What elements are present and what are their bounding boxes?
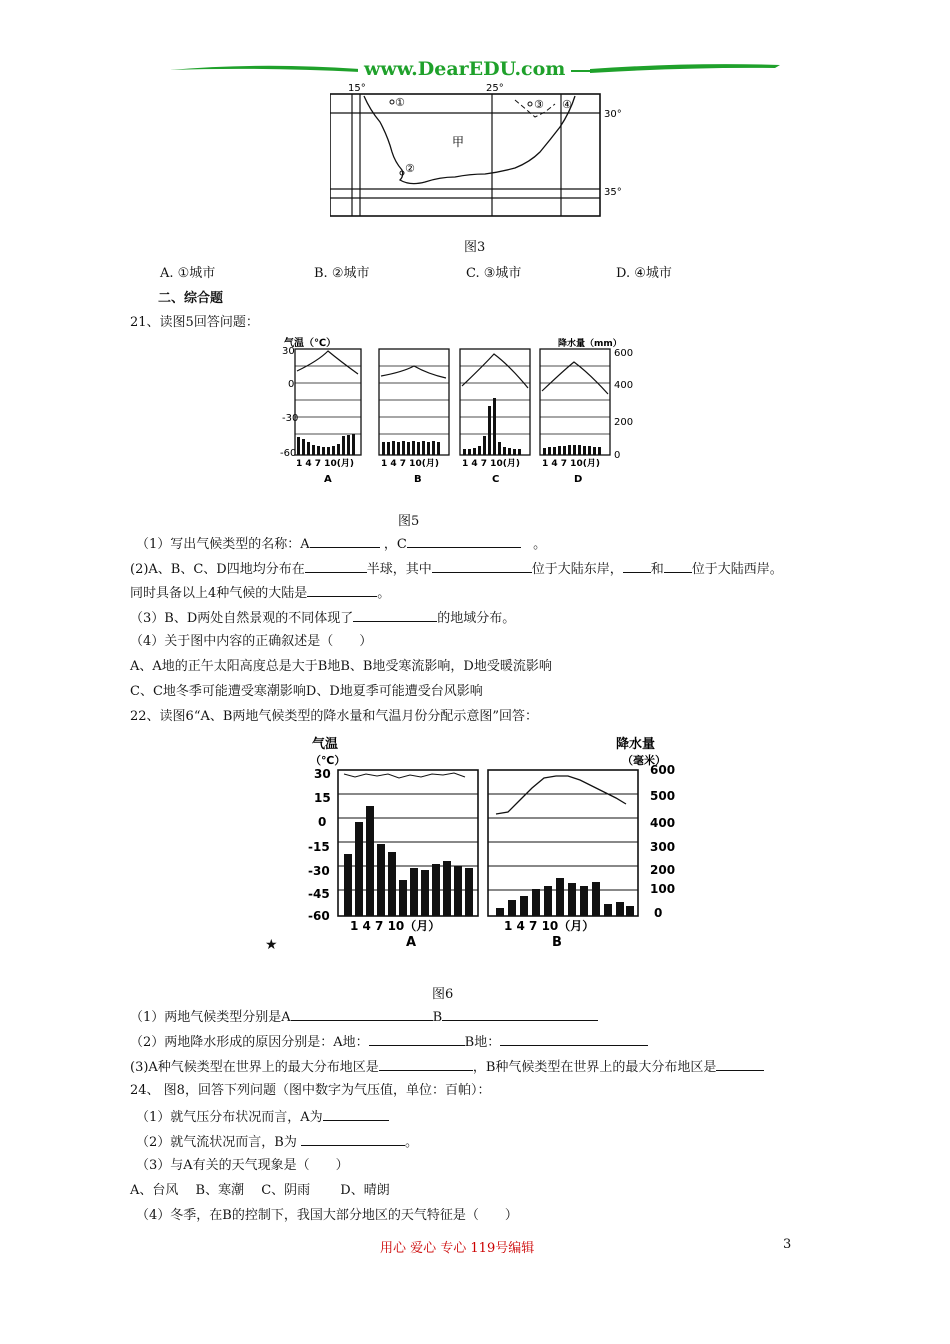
page-number: 3 <box>783 1237 792 1252</box>
fig5-panel-a <box>295 349 361 485</box>
svg-text:B: B <box>414 474 422 485</box>
svg-text:（毫米）: （毫米） <box>622 754 666 767</box>
fig5-panel-b <box>379 349 449 485</box>
svg-text:15: 15 <box>314 791 331 805</box>
svg-text:（℃）: （℃） <box>310 754 346 767</box>
figure-5-charts <box>278 336 638 496</box>
svg-text:400: 400 <box>614 380 634 391</box>
svg-text:0: 0 <box>318 815 327 829</box>
svg-text:600: 600 <box>650 763 676 777</box>
svg-text:-15: -15 <box>308 840 330 854</box>
svg-text:0: 0 <box>654 906 663 920</box>
q22-blank-a-reason[interactable] <box>369 1033 465 1046</box>
marker-2: ② <box>405 162 415 175</box>
svg-text:D: D <box>574 474 583 485</box>
svg-text:30: 30 <box>282 346 295 357</box>
q22-part-2: （2）两地降水形成的原因分别是：A地： B地： <box>130 1033 648 1051</box>
figure-6-caption: 图6 <box>432 987 454 1002</box>
marker-3: ③ <box>534 98 544 111</box>
svg-text:0: 0 <box>288 379 295 390</box>
q24-blank-b[interactable] <box>301 1133 405 1146</box>
svg-text:-60: -60 <box>280 448 297 459</box>
q22-blank-b[interactable] <box>442 1008 598 1021</box>
q21-part-3: （3）B、D两处自然景观的不同体现了 的地域分布。 <box>130 611 516 626</box>
svg-text:400: 400 <box>650 816 676 830</box>
q21-options-ab: A、A地的正午太阳高度总是大于B地B、B地受寒流影响，D地受暖流影响 <box>130 659 552 674</box>
svg-text:1 4 7 10(月): 1 4 7 10(月) <box>381 459 439 469</box>
q24-part-2: （2）就气流状况而言，B为 。 <box>136 1135 418 1150</box>
svg-text:100: 100 <box>650 882 676 896</box>
fig5-panel-c <box>460 349 530 485</box>
q24-blank-a[interactable] <box>323 1108 389 1121</box>
svg-text:C: C <box>492 474 500 485</box>
lat-35-label: 35° <box>604 187 622 198</box>
q21-blank-continent[interactable] <box>307 584 377 597</box>
svg-text:1 4 7 10（月）: 1 4 7 10（月） <box>350 919 441 933</box>
q24-part-4: （4）冬季，在B的控制下，我国大部分地区的天气特征是（ ） <box>136 1208 518 1223</box>
lat-30-label: 30° <box>604 109 622 120</box>
svg-text:1 4 7 10(月): 1 4 7 10(月) <box>296 459 354 469</box>
q21-blank-west2[interactable] <box>664 560 692 573</box>
q21-blank-distribution[interactable] <box>353 609 437 622</box>
svg-text:200: 200 <box>614 417 634 428</box>
star-marker: ★ <box>265 937 278 953</box>
q22-part-3: (3)A种气候类型在世界上的最大分布地区是 ，B种气候类型在世界上的最大分布地区是 <box>130 1058 764 1076</box>
q22-blank-b-reason[interactable] <box>500 1033 648 1046</box>
svg-text:500: 500 <box>650 789 676 803</box>
q21-blank-west1[interactable] <box>623 560 651 573</box>
svg-text:1 4 7 10(月): 1 4 7 10(月) <box>542 459 600 469</box>
svg-text:300: 300 <box>650 840 676 854</box>
svg-text:600: 600 <box>614 348 634 359</box>
svg-text:-45: -45 <box>308 887 330 901</box>
marker-1: ① <box>395 96 405 109</box>
region-jia: 甲 <box>452 135 465 149</box>
q20-option-c[interactable]: C. ③城市 <box>466 266 522 281</box>
svg-text:B: B <box>552 935 562 950</box>
q21-part-2-cont: 同时具备以上4种气候的大陆是 。 <box>130 586 391 601</box>
q22-blank-b-region[interactable] <box>716 1058 764 1071</box>
q21-blank-a[interactable] <box>310 535 380 548</box>
svg-text:0: 0 <box>614 450 621 461</box>
q21-part-1: （1）写出气候类型的名称：A ，C 。 <box>136 537 547 552</box>
lon-25-label: 25° <box>486 83 504 94</box>
fig5-precip-label: 降水量（mm） <box>558 339 622 349</box>
svg-text:A: A <box>406 935 417 950</box>
svg-text:降水量: 降水量 <box>616 737 656 752</box>
q20-option-a[interactable]: A. ①城市 <box>160 266 216 281</box>
q22-blank-a-region[interactable] <box>379 1058 473 1071</box>
svg-text:-30: -30 <box>308 864 330 878</box>
q20-option-d[interactable]: D. ④城市 <box>616 266 672 281</box>
q24-options: A、台风 B、寒潮 C、阴雨 D、晴朗 <box>130 1183 390 1198</box>
footer-text: 用心 爱心 专心 119号编辑 <box>380 1241 535 1256</box>
figure-6-charts <box>300 734 680 954</box>
q21-part-2: (2)A、B、C、D四地均分布在 半球，其中 位于大陆东岸， 和 位于大陆西岸。 <box>130 562 783 577</box>
q22-blank-a[interactable] <box>291 1008 433 1021</box>
q21-blank-east[interactable] <box>432 560 532 573</box>
q20-option-b[interactable]: B. ②城市 <box>314 266 370 281</box>
lon-15-label: 15° <box>348 83 366 94</box>
q24-stem: 24、 图8，回答下列问题（图中数字为气压值，单位：百帕）： <box>130 1083 491 1098</box>
figure-3-caption: 图3 <box>464 240 486 255</box>
svg-text:A: A <box>324 474 332 485</box>
figure-5-caption: 图5 <box>398 514 420 529</box>
header-site-link[interactable]: www.DearEDU.com <box>358 58 571 80</box>
q22-part-1: （1）两地气候类型分别是A B <box>130 1008 598 1026</box>
fig6-panel-a <box>338 770 478 950</box>
q21-blank-c[interactable] <box>407 535 521 548</box>
q21-options-cd: C、C地冬季可能遭受寒潮影响D、D地夏季可能遭受台风影响 <box>130 684 483 699</box>
fig5-panel-d <box>540 349 610 485</box>
q24-part-1: （1）就气压分布状况而言，A为 <box>136 1108 389 1126</box>
q24-part-3: （3）与A有关的天气现象是（ ） <box>136 1158 349 1173</box>
marker-4: ④ <box>562 98 572 111</box>
figure-3-map <box>330 82 630 222</box>
svg-text:30: 30 <box>314 767 331 781</box>
q21-blank-hemisphere[interactable] <box>305 560 367 573</box>
svg-text:-60: -60 <box>308 909 330 923</box>
fig5-temp-label: 气温（℃） <box>284 338 337 349</box>
section-2-heading: 二、综合题 <box>158 291 224 306</box>
q22-stem: 22、读图6“A、B两地气候类型的降水量和气温月份分配示意图”回答： <box>130 709 539 724</box>
svg-text:气温: 气温 <box>312 737 339 752</box>
svg-text:1 4 7 10(月): 1 4 7 10(月) <box>462 459 520 469</box>
q21-part-4: （4）关于图中内容的正确叙述是（ ） <box>130 634 373 649</box>
svg-text:1 4 7 10（月）: 1 4 7 10（月） <box>504 919 595 933</box>
fig6-panel-b <box>488 770 638 950</box>
svg-text:-30: -30 <box>282 413 299 424</box>
svg-text:200: 200 <box>650 863 676 877</box>
q21-stem: 21、读图5回答问题： <box>130 315 259 330</box>
